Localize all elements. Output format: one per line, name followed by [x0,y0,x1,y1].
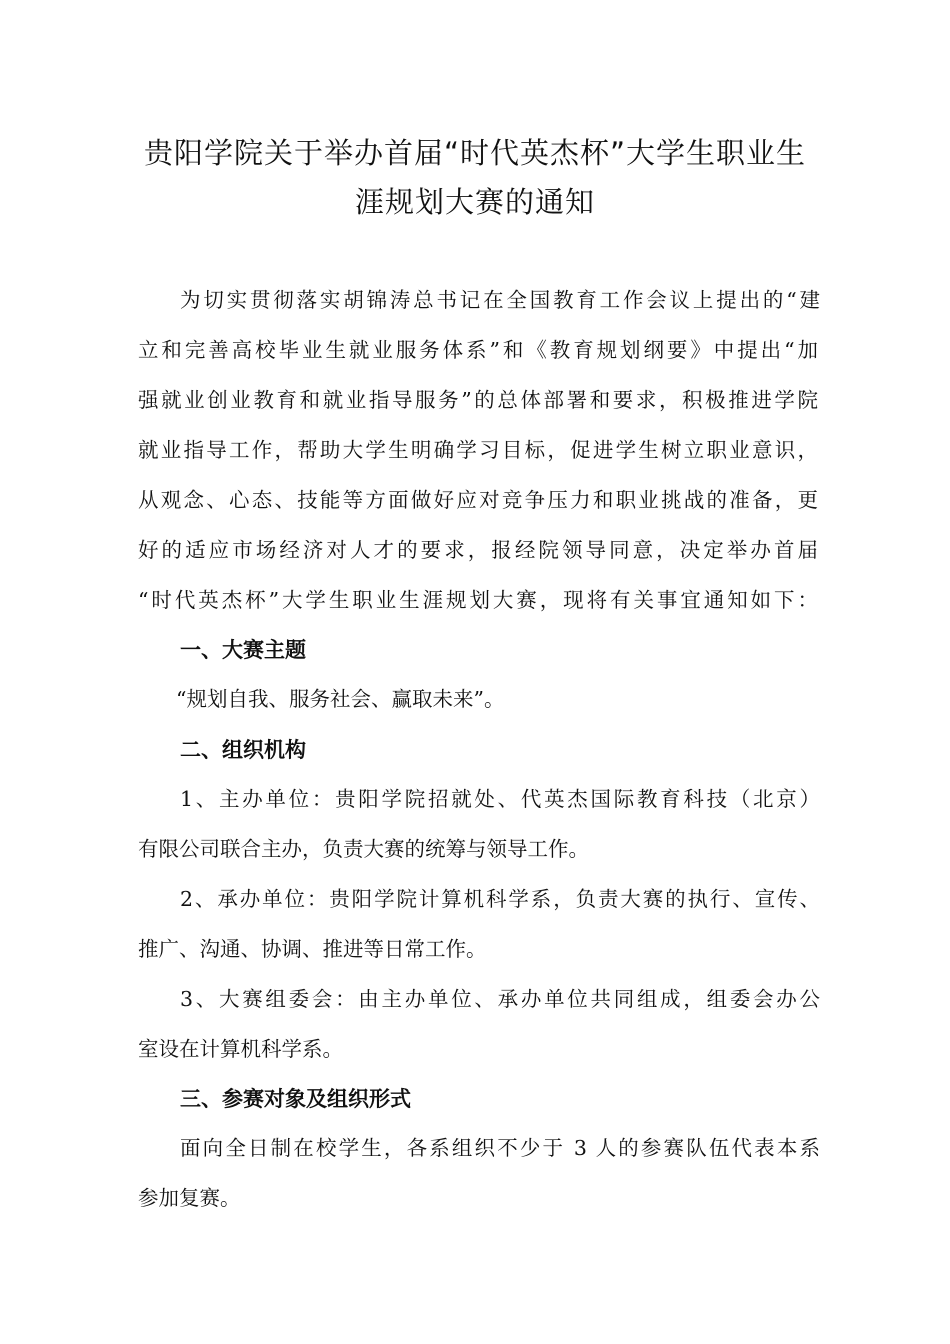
section-3-heading: 三、参赛对象及组织形式 [180,1087,411,1111]
document-title-line-2: 涯规划大赛的通知 [354,185,595,219]
intro-paragraph-line: “时代英杰杯”大学生职业生涯规划大赛，现将有关事宜通知如下： [138,588,818,612]
intro-paragraph-line: 好的适应市场经济对人才的要求，报经院领导同意，决定举办首届 [138,538,818,562]
intro-paragraph-line: 强就业创业教育和就业指导服务”的总体部署和要求，积极推进学院 [138,388,818,412]
intro-paragraph-line: 为切实贯彻落实胡锦涛总书记在全国教育工作会议上提出的“建 [180,288,820,312]
section-2-item-3-line: 3、大赛组委会：由主办单位、承办单位共同组成，组委会办公 [180,987,820,1011]
section-2-item-3-line: 室设在计算机科学系。 [138,1037,343,1061]
section-2-item-2-line: 2、承办单位：贵阳学院计算机科学系，负责大赛的执行、宣传、 [180,887,820,911]
intro-paragraph-line: 立和完善高校毕业生就业服务体系”和《教育规划纲要》中提出“加 [138,338,818,362]
section-3-body-line: 面向全日制在校学生，各系组织不少于 3 人的参赛队伍代表本系 [180,1136,820,1160]
section-3-body-line: 参加复赛。 [138,1186,241,1210]
section-2-item-1-line: 有限公司联合主办，负责大赛的统筹与领导工作。 [138,837,589,861]
intro-paragraph-line: 从观念、心态、技能等方面做好应对竞争压力和职业挑战的准备，更 [138,488,818,512]
section-1-heading: 一、大赛主题 [180,638,306,662]
section-1-body: “规划自我、服务社会、赢取未来”。 [176,687,505,711]
document-title-line-1: 贵阳学院关于举办首届“时代英杰杯”大学生职业生 [143,136,807,170]
section-2-heading: 二、组织机构 [180,738,306,762]
section-2-item-1-line: 1、主办单位：贵阳学院招就处、代英杰国际教育科技（北京） [180,787,820,811]
intro-paragraph-line: 就业指导工作，帮助大学生明确学习目标，促进学生树立职业意识， [138,438,818,462]
section-2-item-2-line: 推广、沟通、协调、推进等日常工作。 [138,937,487,961]
